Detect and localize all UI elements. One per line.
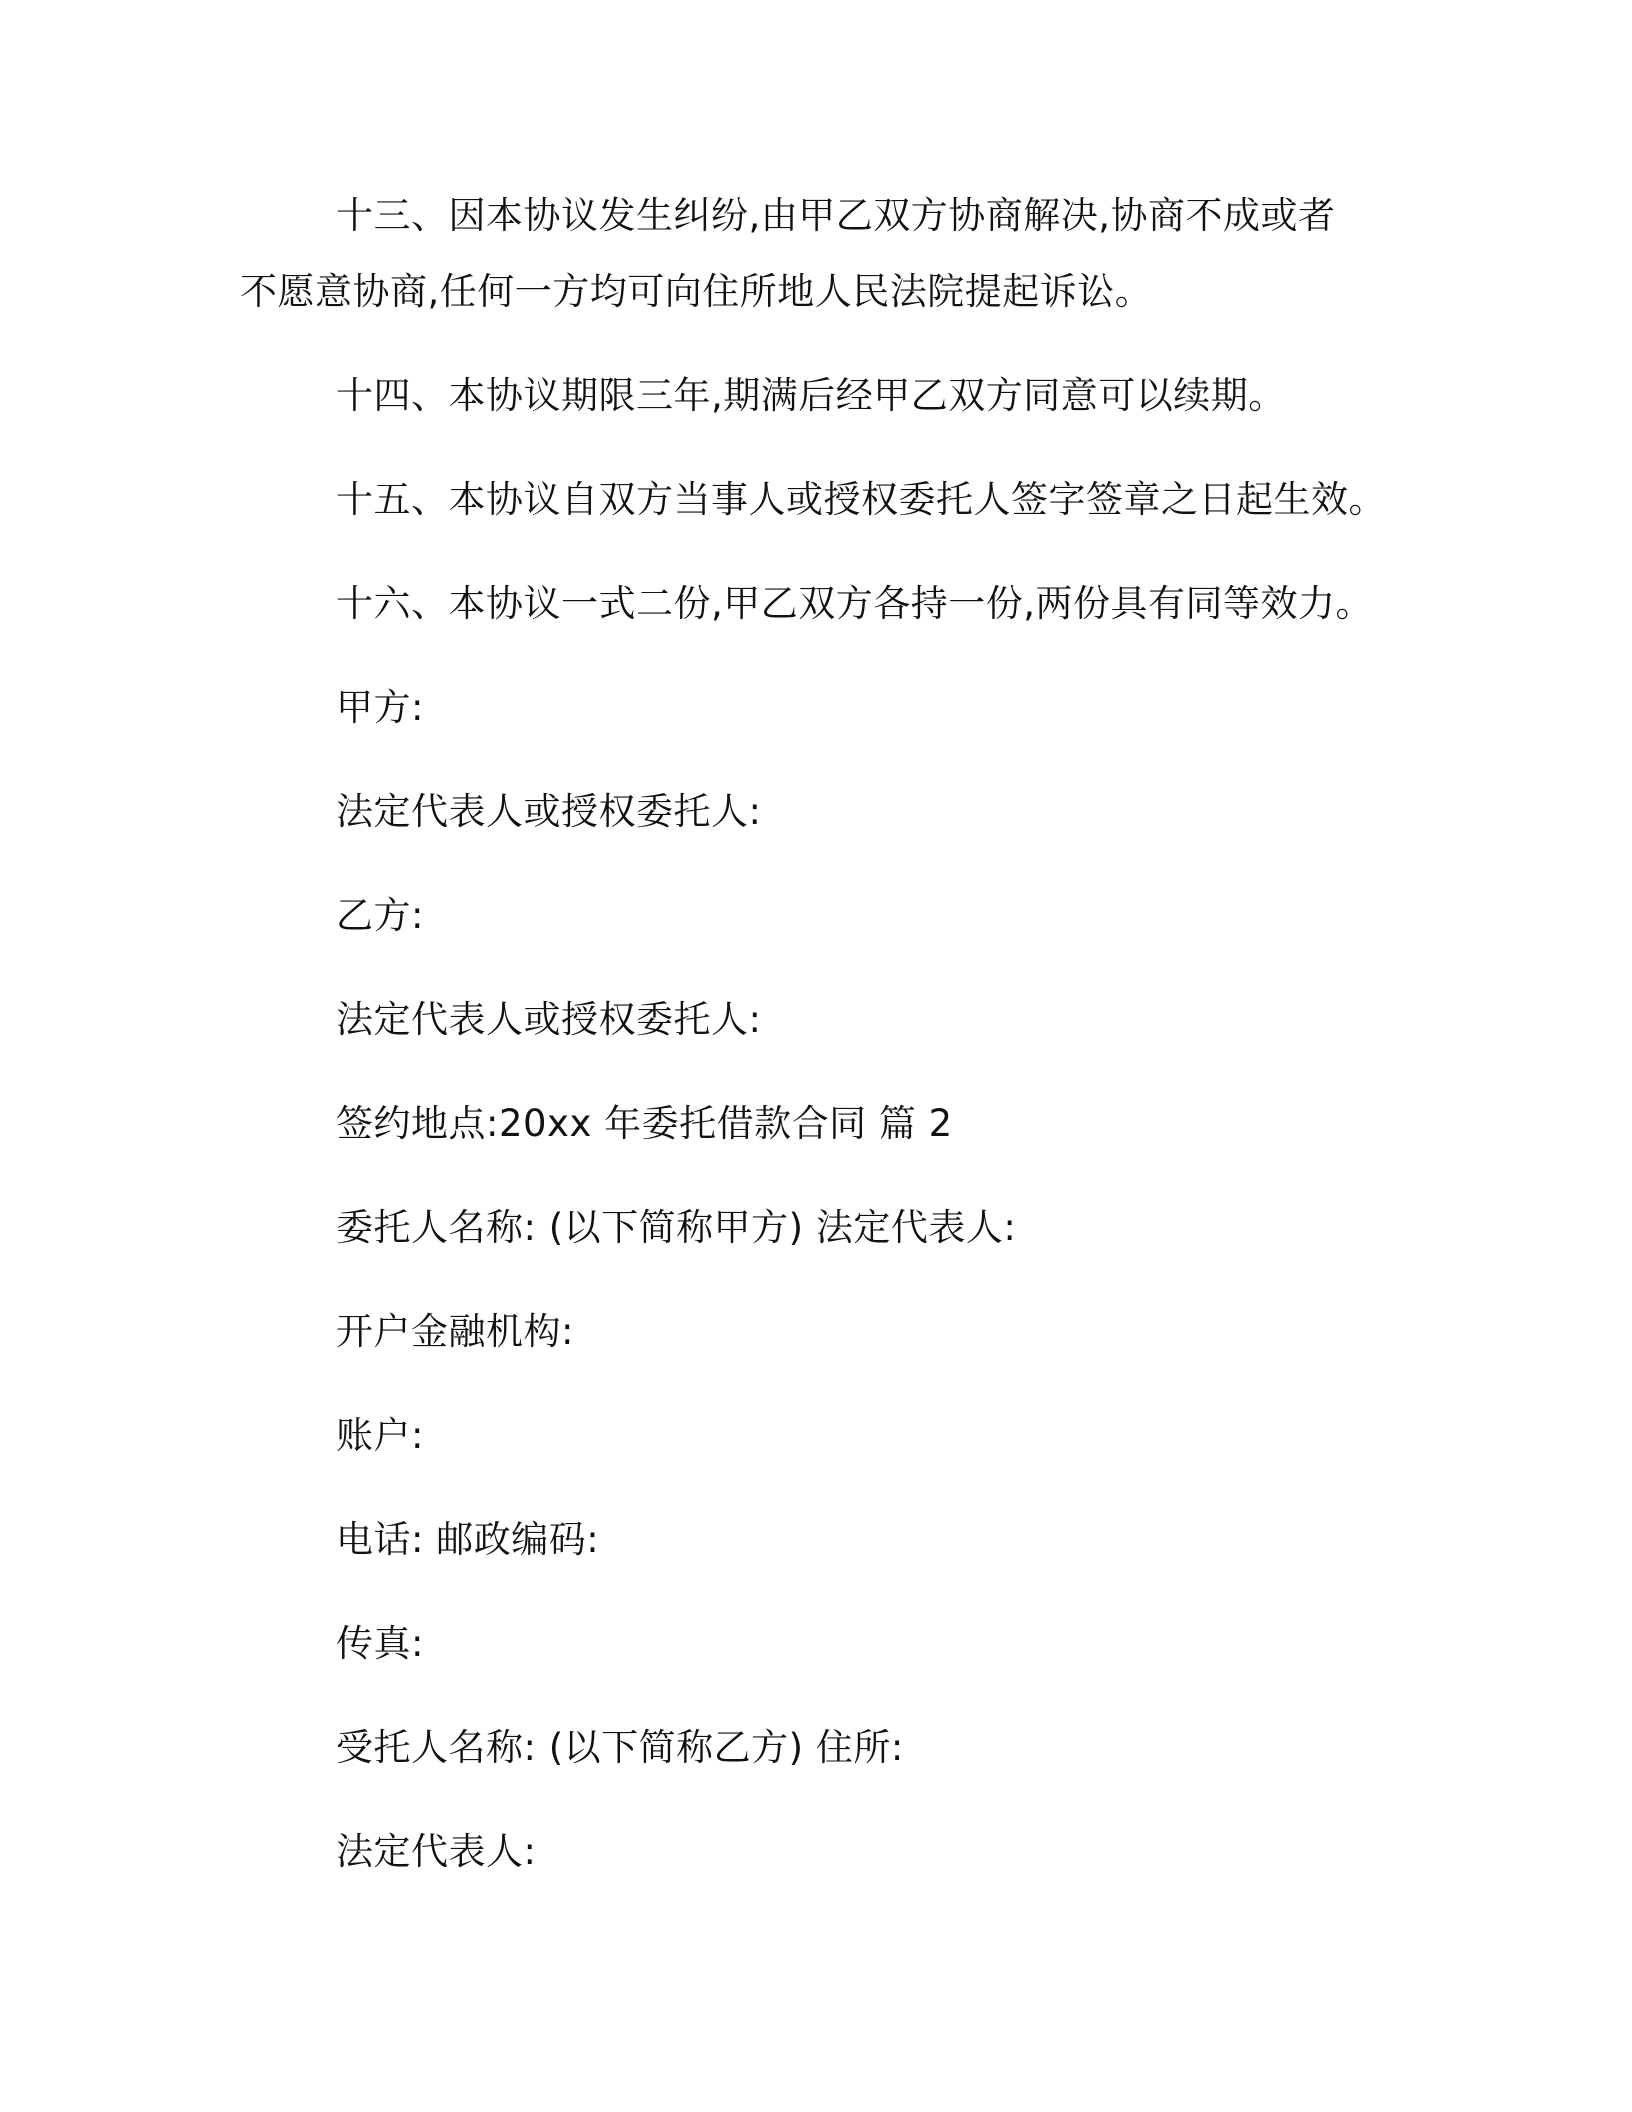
clause-15: 十五、本协议自双方当事人或授权委托人签字签章之日起生效。 [336,478,1386,521]
signing-place-line: 签约地点:20xx 年委托借款合同 篇 2 [336,1102,953,1145]
party-b-representative-label: 法定代表人或授权委托人: [336,998,762,1041]
party-a-label: 甲方: [336,686,424,729]
bank-label: 开户金融机构: [336,1310,574,1353]
clause-16: 十六、本协议一式二份,甲乙双方各持一份,两份具有同等效力。 [336,582,1374,625]
account-label: 账户: [336,1414,424,1457]
trustee-name-line: 受托人名称: (以下简称乙方) 住所: [336,1726,904,1769]
legal-representative-label: 法定代表人: [336,1830,537,1873]
fax-label: 传真: [336,1622,424,1665]
clause-14: 十四、本协议期限三年,期满后经甲乙双方同意可以续期。 [336,374,1286,417]
principal-name-line: 委托人名称: (以下简称甲方) 法定代表人: [336,1206,1017,1249]
clause-13: 十三、因本协议发生纠纷,由甲乙双方协商解决,协商不成或者不愿意协商,任何一方均可向住所地人民法院提起诉讼。 [240,194,1336,313]
party-b-label: 乙方: [336,894,424,937]
phone-postcode-line: 电话: 邮政编码: [336,1518,600,1561]
party-a-representative-label: 法定代表人或授权委托人: [336,790,762,833]
